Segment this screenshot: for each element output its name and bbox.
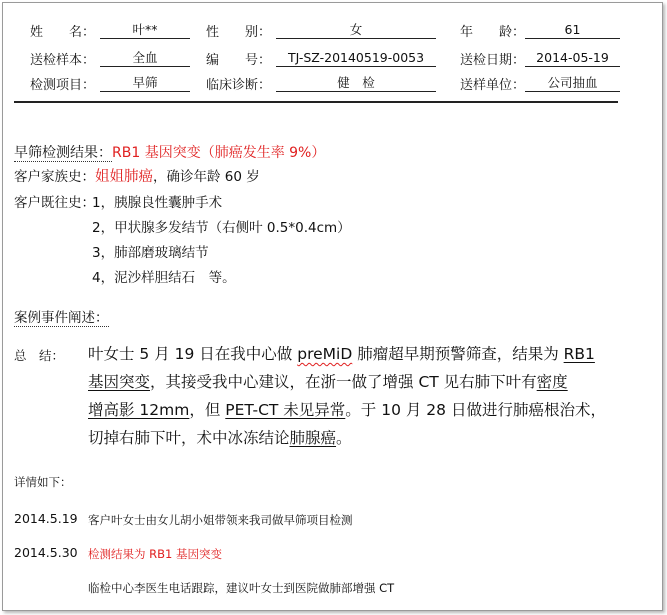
summary-text: ，其接受我中心建议，在浙一做了增强 CT 见右肺下叶有 xyxy=(150,373,537,391)
item-label: 检测项目： xyxy=(30,78,96,93)
detail-date: 2014.5.19 xyxy=(14,511,78,526)
age-label: 年 龄： xyxy=(460,25,526,40)
header-divider xyxy=(14,101,618,103)
detail-date: 2014.5.30 xyxy=(14,545,78,560)
summary-text: 切掉右肺下叶，术中冰冻结论 xyxy=(88,429,290,447)
family-history-rest: ，确诊年龄 60 岁 xyxy=(153,169,260,185)
screening-result xyxy=(14,142,325,162)
unit-value: 公司抽血 xyxy=(525,74,620,92)
result-label: 早筛检测结果： xyxy=(14,145,112,161)
summary-text: 肺瘤超早期预警筛查，结果为 xyxy=(352,345,564,363)
summary-line xyxy=(88,424,352,452)
code-label: 编 号： xyxy=(206,53,272,68)
summary-text: 。 xyxy=(336,429,352,447)
family-history xyxy=(14,165,260,186)
unit-label: 送样单位： xyxy=(460,78,526,93)
gender-value: 女 xyxy=(276,21,436,39)
date-value: 2014-05-19 xyxy=(525,49,620,67)
summary-text: 叶女士 5 月 19 日在我中心做 xyxy=(88,345,298,363)
past-history-label: 客户既往史： xyxy=(14,195,95,211)
summary-petct: PET-CT 未见异常 xyxy=(225,401,346,419)
gender-label: 性 别： xyxy=(206,25,272,40)
detail-text-result: 检测结果为 RB1 基因突变 xyxy=(88,547,223,561)
past-history-item: 4，泥沙样胆结石 等。 xyxy=(92,270,236,286)
summary-text: ，但 xyxy=(189,401,226,419)
summary-text: 。于 10 月 28 日做进行肺癌根治术， xyxy=(345,401,606,419)
code-value: TJ-SZ-20140519-0053 xyxy=(276,49,436,67)
family-history-highlight: 姐姐肺癌 xyxy=(95,169,153,185)
name-label: 姓 名： xyxy=(30,25,96,40)
result-value: RB1 基因突变（肺癌发生率 9%） xyxy=(112,145,326,161)
family-history-label: 客户家族史： xyxy=(14,169,95,185)
sample-label: 送检样本： xyxy=(30,53,96,68)
summary-line xyxy=(88,368,568,396)
date-label: 送检日期： xyxy=(460,53,526,68)
age-value: 61 xyxy=(525,21,620,39)
summary-density: 密度 xyxy=(536,373,568,391)
past-history-item: 2，甲状腺多发结节（右侧叶 0.5*0.4cm） xyxy=(92,220,351,236)
case-section-label: 案例事件阐述： xyxy=(14,306,109,327)
name-value: 叶** xyxy=(100,21,190,39)
summary-gene-mutation: 基因突变 xyxy=(88,373,151,391)
sample-value: 全血 xyxy=(100,49,190,67)
summary-label: 总 结： xyxy=(14,348,65,363)
diagnosis-label: 临床诊断： xyxy=(206,78,272,93)
item-value: 早筛 xyxy=(100,74,190,92)
past-history-item: 3，肺部磨玻璃结节 xyxy=(92,245,209,261)
past-history-item: 1，胰腺良性囊肿手术 xyxy=(92,195,223,211)
summary-rb1: RB1 xyxy=(563,345,595,363)
summary-line xyxy=(88,396,606,424)
detail-text: 客户叶女士由女儿胡小姐带领来我司做早筛项目检测 xyxy=(88,513,353,527)
details-label: 详情如下： xyxy=(14,475,72,489)
detail-followup: 临检中心李医生电话跟踪，建议叶女士到医院做肺部增强 CT xyxy=(88,581,395,595)
summary-premid: preMiD xyxy=(297,345,353,363)
summary-line xyxy=(88,340,595,368)
summary-adenocarcinoma: 肺腺癌 xyxy=(289,429,337,447)
summary-shadow: 增高影 12mm xyxy=(88,401,190,419)
diagnosis-value: 健 检 xyxy=(276,74,436,92)
